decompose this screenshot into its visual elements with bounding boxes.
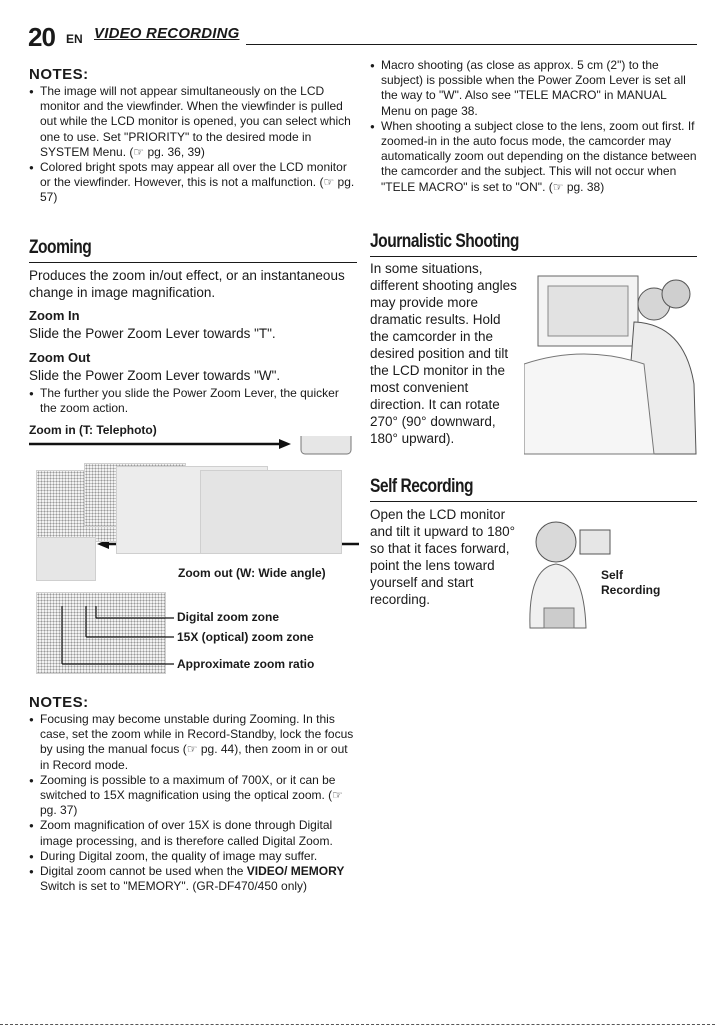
page-bottom-edge: [0, 1024, 715, 1025]
note-item: ● Zoom magnification of over 15X is done through Digital image processing, and is therefore called Digital Zoom.: [29, 818, 359, 848]
zoom-in-label: Zoom in (T: Telephoto): [29, 423, 157, 437]
self-recording-text: Open the LCD monitor and tilt it upward to 180° so that it faces forward, point the lens toward yourself and start recording.: [370, 507, 515, 607]
journalistic-heading: Journalistic Shooting: [370, 231, 519, 252]
note-item: ● Focusing may become unstable during Zooming. In this case, set the zoom while in Record-Standby, lock the focus by using the manual focus (☞ pg. 44), then zoom in or out in Record mode.: [29, 712, 359, 773]
notes-heading-bottom: NOTES:: [29, 694, 89, 711]
digital-zoom-zone-label: Digital zoom zone: [177, 610, 279, 624]
journalistic-text: In some situations, different shooting angles may provide more dramatic results. Hold the camcorder in the desired position and tilt the LCD monitor in the most convenient direction. It can rotate 270° (90° downward, 180° upward).: [370, 261, 517, 446]
zooming-heading: Zooming: [29, 237, 92, 258]
page-number: 20: [28, 22, 55, 52]
note-item: ● Zooming is possible to a maximum of 700X, or it can be switched to 15X magnification using the optical zoom. (☞ pg. 37): [29, 773, 359, 819]
section-title: VIDEO RECORDING: [94, 25, 240, 42]
journalistic-rule: [370, 256, 697, 257]
lever-t-icon: [301, 436, 351, 454]
zoom-out-text: Slide the Power Zoom Lever towards "W".: [29, 368, 281, 383]
self-recording-rule: [370, 501, 697, 502]
self-recording-label: Self Recording: [601, 568, 661, 597]
zoom-speed-note: ● The further you slide the Power Zoom Lever, the quicker the zoom action.: [29, 386, 351, 416]
language-code: EN: [66, 32, 83, 46]
zoom-out-heading: Zoom Out: [29, 350, 91, 365]
note-item: ● When shooting a subject close to the lens, zoom out first. If zoomed-in in the auto focus mode, the camcorder may automatically zoom out depending on the distance between the camcorder and the subject. This will not occur when "TELE MACRO" is set to "ON". (☞ pg. 38): [370, 119, 697, 195]
journalistic-illustration: [524, 264, 700, 464]
note-item: ● Macro shooting (as close as approx. 5 cm (2") to the subject) is possible when the Power Zoom Lever is set all the way to "W". Also see "TELE MACRO" in MANUAL Menu on page 38.: [370, 58, 697, 119]
header-rule: [246, 44, 697, 45]
note-item: ● The image will not appear simultaneously on the LCD monitor and the viewfinder. When the viewfinder is pulled out while the LCD monitor is opened, you can select which one to use. Set "PRIORITY" to the desired mode in SYSTEM Menu. (☞ pg. 36, 39): [29, 84, 357, 160]
optical-zoom-zone-label: 15X (optical) zoom zone: [177, 630, 314, 644]
note-item: ● Digital zoom cannot be used when the VIDEO/ MEMORY Switch is set to "MEMORY". (GR-DF470/450 only): [29, 864, 359, 894]
note-item: ● During Digital zoom, the quality of image may suffer.: [29, 849, 359, 864]
note-item: ● Colored bright spots may appear all over the LCD monitor or the viewfinder. However, this is not a malfunction. (☞ pg. 57): [29, 160, 357, 206]
zoom-in-text: Slide the Power Zoom Lever towards "T".: [29, 326, 276, 341]
notes-heading-top: NOTES:: [29, 66, 89, 83]
zoom-in-heading: Zoom In: [29, 308, 80, 323]
zoom-out-label: Zoom out (W: Wide angle): [178, 566, 326, 580]
zoom-in-arrowhead: [279, 439, 291, 449]
lever-w-icon: [36, 537, 96, 581]
self-recording-heading: Self Recording: [370, 476, 474, 497]
notes-list-right: [370, 58, 697, 195]
zooming-rule: [29, 262, 357, 263]
notes-list-top: [29, 84, 357, 206]
approx-zoom-ratio-label: Approximate zoom ratio: [177, 657, 315, 671]
notes-list-bottom: [29, 712, 359, 894]
zooming-intro: Produces the zoom in/out effect, or an instantaneous change in image magnification.: [29, 268, 345, 300]
zoom-ratio-lines: [36, 592, 176, 674]
zoom-frame-4: [200, 470, 342, 554]
zoom-speed-list: [29, 386, 351, 416]
